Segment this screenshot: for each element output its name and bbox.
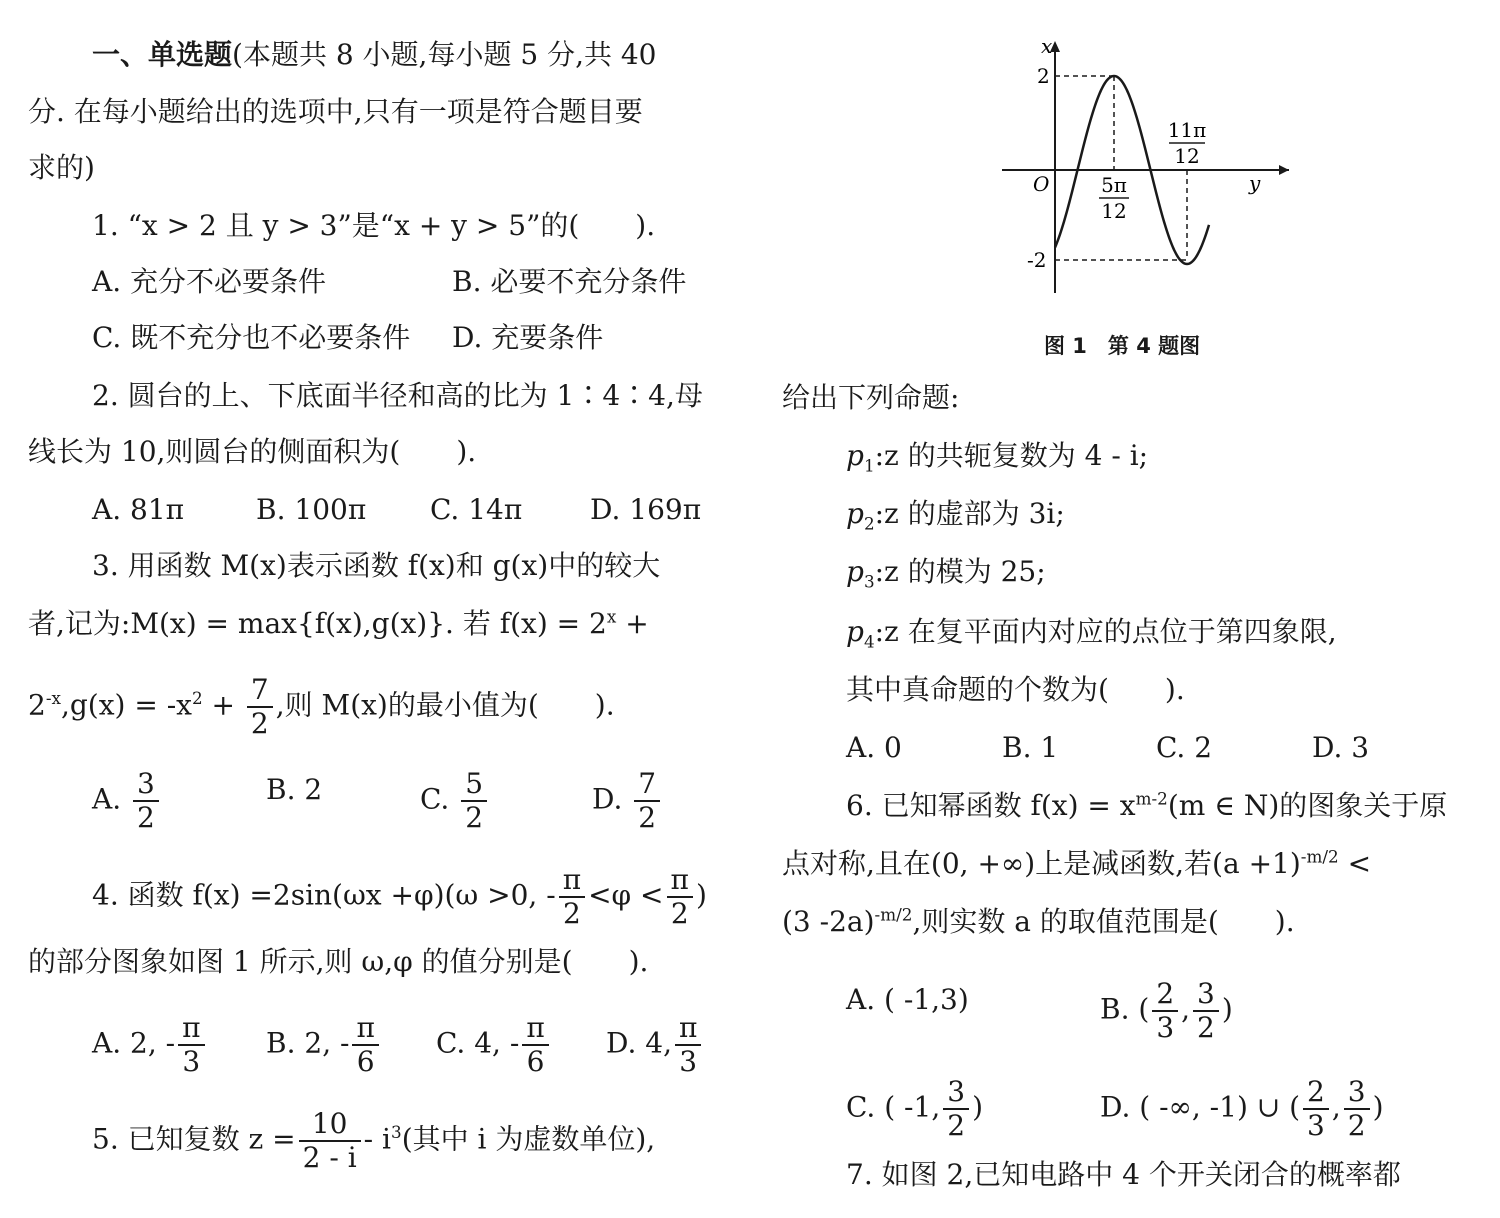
q5-option-b: B. 1	[1002, 731, 1059, 764]
q6-line2: 点对称,且在(0, +∞)上是减函数,若$(a +1)^{-m/2}$ <	[782, 846, 1372, 880]
q3-option-c: C. $\frac{5}{2}$	[420, 770, 490, 832]
tick-label-5pi-den: 12	[1101, 199, 1127, 223]
q3-option-b: B. 2	[266, 773, 323, 806]
q1-option-c: C. 既不充分也不必要条件	[92, 321, 411, 354]
tick-label-11pi-num: 11π	[1167, 118, 1207, 142]
horizontal-axis-arrow	[1279, 165, 1289, 175]
section-header	[92, 35, 657, 75]
q3-line2: 者,记为:M(x) = max{f(x),g(x)}. 若 $f(x) = 2^x$ +	[28, 606, 649, 640]
q3-fraction: $\frac{7}{2}$	[247, 676, 273, 738]
q3-option-a: A. $\frac{3}{2}$	[92, 770, 162, 832]
q5-prop-1: $p_1:z$ 的共轭复数为 4 - i;	[846, 439, 1149, 476]
tick-label-bottom: -2	[1027, 248, 1047, 272]
q5-option-c: C. 2	[1156, 731, 1213, 764]
axis-label-horizontal: y	[1249, 171, 1261, 195]
tick-label-top: 2	[1037, 64, 1050, 88]
origin-label: O	[1033, 172, 1050, 196]
q4-line2: 的部分图象如图 1 所示,则 ω,φ 的值分别是( ).	[28, 945, 649, 978]
tick-label-5pi-num: 5π	[1101, 173, 1127, 197]
q6-line1: 6. 已知幂函数 $f(x) = x^{m-2}(m$ ∈ N)的图象关于原	[846, 788, 1448, 822]
q5-ask: 其中真命题的个数为( ).	[846, 673, 1185, 706]
q6-option-d: D. ( -∞, -1) ∪ ( $\frac{2}{3}$ , $\frac{3}{2}$ )	[1100, 1075, 1384, 1142]
axis-label-vertical: x	[1041, 35, 1053, 58]
q5-props-intro: 给出下列命题:	[782, 381, 960, 414]
section-intro-line2: 分. 在每小题给出的选项中,只有一项是符合题目要	[28, 95, 643, 128]
figure-caption: 图 1 第 4 题图	[1044, 334, 1201, 358]
q4-option-d: D. 4, $\frac{\pi}{3}$	[606, 1014, 704, 1076]
section-intro-line3: 求的)	[28, 151, 95, 184]
q4-option-b: B. 2, - $\frac{\pi}{6}$	[266, 1014, 382, 1076]
q6-option-b: B. ( $\frac{2}{3}$ , $\frac{3}{2}$ )	[1100, 977, 1233, 1044]
q3-line1: 3. 用函数 M(x)表示函数 f(x)和 g(x)中的较大	[92, 549, 661, 582]
q2-option-c: C. 14π	[430, 493, 523, 526]
q6-option-c: C. ( -1, $\frac{3}{2}$ )	[846, 1075, 983, 1142]
q3-line3: $2^{-x},g(x) = -x^2$ + $\frac{7}{2}$ ,则 M(x)的最小值为( ).	[28, 673, 615, 740]
q4-option-a: A. 2, - $\frac{\pi}{3}$	[92, 1014, 208, 1076]
q2-option-d: D. 169π	[590, 493, 702, 526]
q2-line2: 线长为 10,则圆台的侧面积为( ).	[28, 435, 477, 468]
q5-line1: 5. 已知复数 z = $\frac{10}{2 - i}$ - $i^3$(其中 i 为虚数单位),	[92, 1107, 656, 1174]
q5-prop-2: $p_2:z$ 的虚部为 3i;	[846, 497, 1065, 534]
tick-label-11pi-den: 12	[1174, 144, 1200, 168]
q5-prop-4: $p_4:z$ 在复平面内对应的点位于第四象限,	[846, 615, 1337, 652]
figure-1-sine-graph	[997, 35, 1297, 300]
q6-line3: (3 -2a)$^{-m/2}$,则实数 a 的取值范围是( ).	[782, 904, 1295, 938]
q5-option-a: A. 0	[846, 731, 902, 764]
q2-option-a: A. 81π	[92, 493, 185, 526]
q1-option-a: A. 充分不必要条件	[92, 265, 327, 298]
q4-line1: 4. 函数 f(x) =2sin(ωx +φ)(ω >0, - $\frac{\pi}{2}$ <φ < $\frac{\pi}{2}$ )	[92, 863, 707, 930]
section-title: 一、单选题	[92, 38, 233, 71]
q3-option-d: D. $\frac{7}{2}$	[592, 770, 663, 832]
q2-line1: 2. 圆台的上、下底面半径和高的比为 1∶4∶4,母	[92, 379, 703, 412]
q2-option-b: B. 100π	[256, 493, 367, 526]
q1-option-d: D. 充要条件	[452, 321, 604, 354]
q5-prop-3: $p_3:z$ 的模为 25;	[846, 555, 1046, 592]
section-intro: (本题共 8 小题,每小题 5 分,共 40	[232, 38, 657, 71]
q6-option-a: A. ( -1,3)	[846, 983, 969, 1016]
q5-option-d: D. 3	[1312, 731, 1370, 764]
q4-option-c: C. 4, - $\frac{\pi}{6}$	[436, 1014, 552, 1076]
q7-line1: 7. 如图 2,已知电路中 4 个开关闭合的概率都	[846, 1158, 1401, 1191]
q1-stem: 1. “x > 2 且 y > 3”是“x + y > 5”的( ).	[92, 209, 656, 242]
q1-option-b: B. 必要不充分条件	[452, 265, 687, 298]
